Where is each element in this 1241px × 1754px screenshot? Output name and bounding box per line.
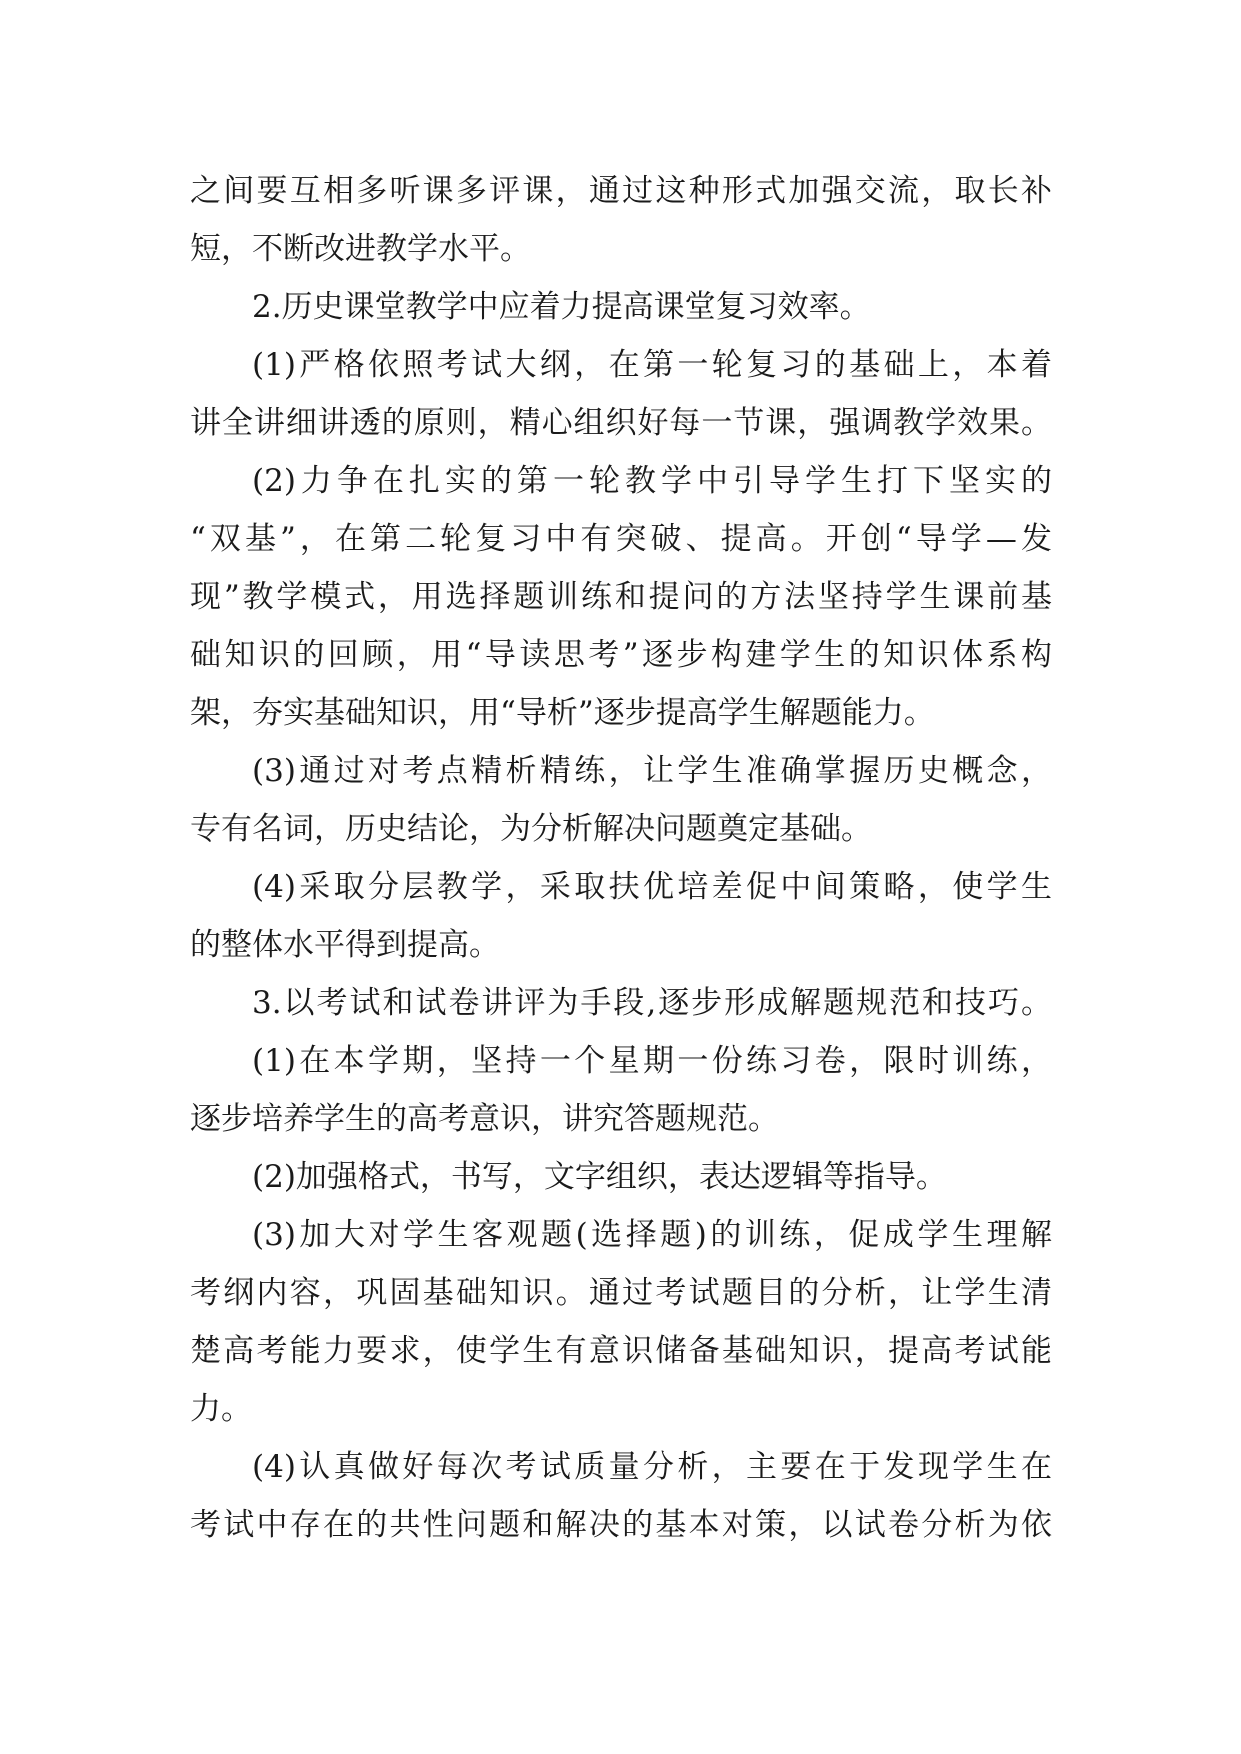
text-line: 考纲内容，巩固基础知识。通过考试题目的分析，让学生清 — [190, 1275, 1052, 1311]
text-line: 逐步培养学生的高考意识，讲究答题规范。 — [190, 1101, 779, 1137]
text-line: 讲全讲细讲透的原则，精心组织好每一节课，强调教学效果。 — [190, 405, 1052, 441]
text-line: 的整体水平得到提高。 — [190, 927, 500, 963]
text-line: (2)加强格式，书写，文字组织，表达逻辑等指导。 — [252, 1159, 947, 1195]
text-line: (4)采取分层教学，采取扶优培差促中间策略，使学生 — [252, 869, 1052, 905]
text-line: 短，不断改进教学水平。 — [190, 231, 531, 267]
text-line: (4)认真做好每次考试质量分析，主要在于发现学生在 — [252, 1449, 1052, 1485]
text-line: (3)加大对学生客观题(选择题)的训练，促成学生理解 — [252, 1217, 1052, 1253]
text-line: 3.以考试和试卷讲评为手段,逐步形成解题规范和技巧。 — [252, 985, 1052, 1021]
text-line: 专有名词，历史结论，为分析解决问题奠定基础。 — [190, 811, 872, 847]
text-line: 楚高考能力要求，使学生有意识储备基础知识，提高考试能 — [190, 1333, 1052, 1369]
body-text — [190, 162, 1052, 1554]
text-line: 考试中存在的共性问题和解决的基本对策，以试卷分析为依 — [190, 1507, 1052, 1543]
text-line: 础知识的回顾，用“导读思考”逐步构建学生的知识体系构 — [190, 637, 1052, 673]
text-line: 现”教学模式，用选择题训练和提问的方法坚持学生课前基 — [190, 579, 1052, 615]
text-line: 架，夯实基础知识，用“导析”逐步提高学生解题能力。 — [190, 695, 935, 731]
text-line: 之间要互相多听课多评课，通过这种形式加强交流，取长补 — [190, 173, 1052, 209]
text-line: (1)在本学期，坚持一个星期一份练习卷，限时训练， — [252, 1043, 1052, 1079]
text-line: “双基”，在第二轮复习中有突破、提高。开创“导学—发 — [190, 521, 1052, 557]
text-line: (2)力争在扎实的第一轮教学中引导学生打下坚实的 — [252, 463, 1052, 499]
text-line: (3)通过对考点精析精练，让学生准确掌握历史概念， — [252, 753, 1052, 789]
text-line: 力。 — [190, 1391, 252, 1427]
text-line: (1)严格依照考试大纲，在第一轮复习的基础上，本着 — [252, 347, 1052, 383]
text-line: 2.历史课堂教学中应着力提高课堂复习效率。 — [252, 289, 871, 325]
